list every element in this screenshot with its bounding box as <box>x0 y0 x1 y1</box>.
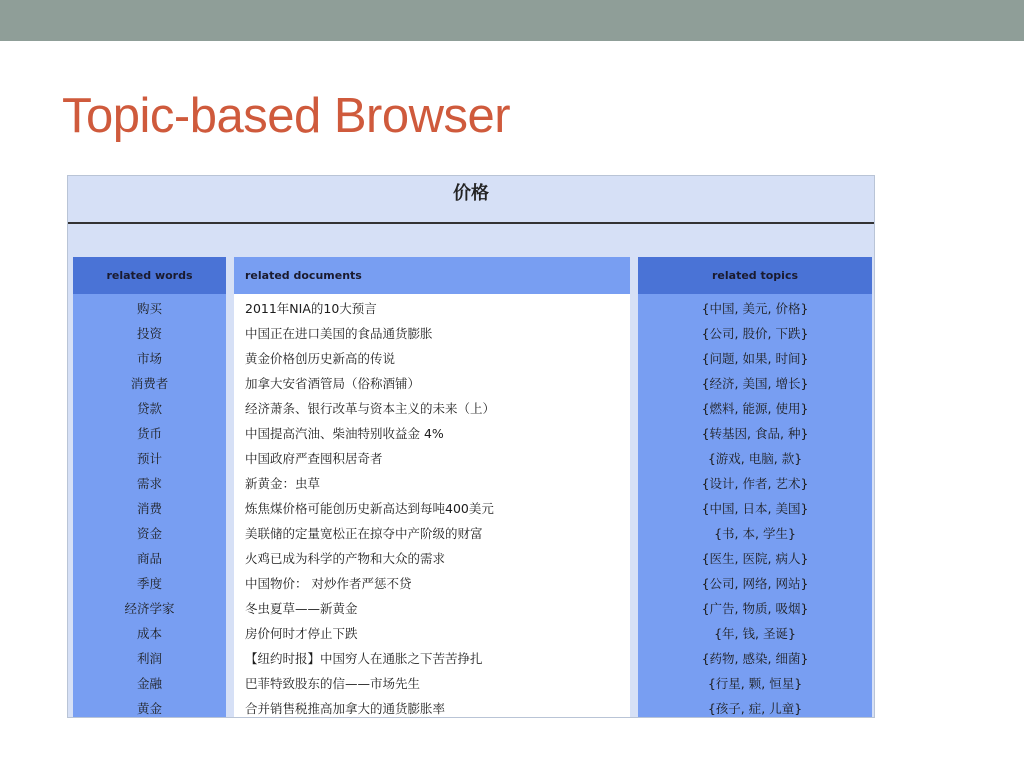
topic-browser-panel <box>67 175 875 718</box>
related-topic-item[interactable]: {医生, 医院, 病人} <box>701 551 809 566</box>
related-document-link[interactable]: 美联储的定量宽松正在掠夺中产阶级的财富 <box>245 526 483 541</box>
related-words-list <box>73 294 226 718</box>
related-topics-column <box>638 257 872 717</box>
related-topic-item[interactable]: {问题, 如果, 时间} <box>701 351 809 366</box>
related-word-item[interactable]: 投资 <box>136 326 162 341</box>
related-document-link[interactable]: 经济萧条、银行改革与资本主义的未来（上） <box>245 401 496 416</box>
related-document-link[interactable]: 【纽约时报】中国穷人在通胀之下苦苦挣扎 <box>245 651 483 666</box>
related-topic-item[interactable]: {年, 钱, 圣诞} <box>714 626 796 641</box>
related-documents-header: related documents <box>234 257 630 294</box>
related-word-item[interactable]: 商品 <box>136 551 162 566</box>
related-word-item[interactable]: 资金 <box>136 526 162 541</box>
related-topics-header: related topics <box>638 257 872 294</box>
related-word-item[interactable]: 金融 <box>136 676 162 691</box>
related-word-item[interactable]: 贷款 <box>136 401 162 416</box>
related-topic-item[interactable]: {经济, 美国, 增长} <box>701 376 809 391</box>
related-topic-item[interactable]: {游戏, 电脑, 款} <box>707 451 803 466</box>
related-topics-list <box>638 294 872 718</box>
related-topic-item[interactable]: {药物, 感染, 细菌} <box>701 651 809 666</box>
related-word-item[interactable]: 消费 <box>136 501 162 516</box>
related-topic-item[interactable]: {广告, 物质, 吸烟} <box>701 601 809 616</box>
related-document-link[interactable]: 2011年NIA的10大预言 <box>245 301 377 316</box>
related-documents-list <box>234 294 630 718</box>
related-document-link[interactable]: 冬虫夏草——新黄金 <box>245 601 358 616</box>
related-topic-item[interactable]: {燃料, 能源, 使用} <box>701 401 809 416</box>
related-word-item[interactable]: 消费者 <box>130 376 169 391</box>
related-word-item[interactable]: 购买 <box>136 301 162 316</box>
related-document-link[interactable]: 中国提高汽油、柴油特别收益金 4% <box>245 426 444 441</box>
related-topic-item[interactable]: {中国, 日本, 美国} <box>701 501 809 516</box>
related-topic-item[interactable]: {设计, 作者, 艺术} <box>701 476 809 491</box>
related-topic-item[interactable]: {公司, 网络, 网站} <box>701 576 809 591</box>
related-word-item[interactable]: 市场 <box>136 351 162 366</box>
related-topic-item[interactable]: {书, 本, 学生} <box>714 526 796 541</box>
related-topic-item[interactable]: {公司, 股价, 下跌} <box>701 326 809 341</box>
related-topic-item[interactable]: {转基因, 食品, 种} <box>701 426 809 441</box>
related-document-link[interactable]: 房价何时才停止下跌 <box>245 626 358 641</box>
related-document-link[interactable]: 中国政府严查囤积居奇者 <box>245 451 383 466</box>
related-word-item[interactable]: 利润 <box>136 651 162 666</box>
related-document-link[interactable]: 中国物价： 对炒作者严惩不贷 <box>245 576 412 591</box>
related-word-item[interactable]: 需求 <box>136 476 162 491</box>
related-word-item[interactable]: 预计 <box>136 451 162 466</box>
related-word-item[interactable]: 成本 <box>136 626 162 641</box>
related-document-link[interactable]: 加拿大安省酒管局（俗称酒铺） <box>245 376 421 391</box>
slide-title: Topic-based Browser <box>62 89 511 143</box>
related-word-item[interactable]: 季度 <box>136 576 162 591</box>
related-document-link[interactable]: 合并销售税推高加拿大的通货膨胀率 <box>245 701 446 716</box>
slide-top-bar <box>0 0 1024 41</box>
related-topic-item[interactable]: {孩子, 症, 儿童} <box>707 701 803 716</box>
related-word-item[interactable]: 经济学家 <box>124 601 175 616</box>
related-document-link[interactable]: 新黄金：虫草 <box>245 476 321 491</box>
topic-header: 价格 <box>68 176 874 224</box>
related-words-header: related words <box>73 257 226 294</box>
related-topic-item[interactable]: {行星, 颗, 恒星} <box>707 676 803 691</box>
related-topic-item[interactable]: {中国, 美元, 价格} <box>701 301 809 316</box>
related-word-item[interactable]: 黄金 <box>136 701 162 716</box>
related-document-link[interactable]: 火鸡已成为科学的产物和大众的需求 <box>245 551 446 566</box>
related-word-item[interactable]: 货币 <box>136 426 162 441</box>
related-document-link[interactable]: 巴菲特致股东的信——市场先生 <box>245 676 421 691</box>
related-document-link[interactable]: 中国正在进口美国的食品通货膨胀 <box>245 326 433 341</box>
related-document-link[interactable]: 炼焦煤价格可能创历史新高达到每吨400美元 <box>245 501 494 516</box>
related-documents-column <box>234 257 630 717</box>
related-document-link[interactable]: 黄金价格创历史新高的传说 <box>245 351 396 366</box>
related-words-column <box>73 257 226 717</box>
